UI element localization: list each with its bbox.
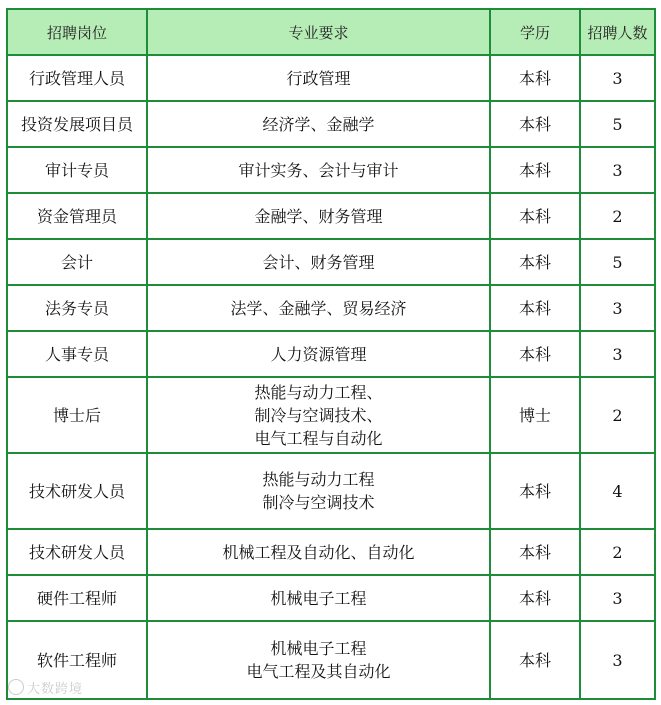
cell-count: 2 [580,377,655,453]
cell-position: 会计 [7,239,147,285]
cell-education: 本科 [490,101,580,147]
major-line: 审计实务、会计与审计 [238,160,399,180]
table-row [7,147,655,193]
cell-education: 本科 [490,239,580,285]
cell-count: 3 [580,621,655,699]
cell-position: 人事专员 [7,331,147,377]
cell-education: 本科 [490,529,580,575]
cell-position: 投资发展项目员 [7,101,147,147]
cell-position: 行政管理人员 [7,55,147,101]
cell-education: 博士 [490,377,580,453]
header-row [7,9,655,55]
major-line: 机械工程及自动化、自动化 [222,542,415,562]
cell-count: 3 [580,575,655,621]
table-row [7,621,655,699]
cell-count: 5 [580,239,655,285]
table-row [7,55,655,101]
major-line: 电气工程与自动化 [254,428,383,448]
watermark-logo-icon [8,679,24,695]
cell-position: 审计专员 [7,147,147,193]
cell-count: 3 [580,55,655,101]
major-line: 热能与动力工程、 [254,382,383,402]
cell-major [147,101,490,147]
table-row [7,377,655,453]
cell-count: 2 [580,193,655,239]
major-line: 法学、金融学、贸易经济 [230,298,407,318]
major-line: 机械电子工程 [270,639,367,658]
cell-education: 本科 [490,285,580,331]
cell-position: 硬件工程师 [7,575,147,621]
header-position: 招聘岗位 [7,9,147,55]
cell-count: 3 [580,147,655,193]
cell-education: 本科 [490,575,580,621]
table-row [7,575,655,621]
watermark [8,678,83,697]
header-education: 学历 [490,9,580,55]
cell-major [147,55,490,101]
cell-major [147,621,490,699]
watermark-text: 大数跨境 [27,682,84,697]
cell-major [147,377,490,453]
cell-major [147,239,490,285]
cell-count: 4 [580,453,655,529]
cell-major [147,331,490,377]
table-row [7,193,655,239]
major-line: 制冷与空调技术 [262,493,375,512]
table-row [7,101,655,147]
cell-count: 3 [580,285,655,331]
table-row [7,331,655,377]
cell-major [147,529,490,575]
cell-major [147,147,490,193]
cell-position: 法务专员 [7,285,147,331]
major-line: 电气工程及其自动化 [246,662,391,681]
major-line: 会计、财务管理 [262,252,375,272]
table-row [7,239,655,285]
major-line: 人力资源管理 [270,344,367,364]
header-major: 专业要求 [147,9,490,55]
cell-education: 本科 [490,147,580,193]
table-row [7,285,655,331]
cell-count: 3 [580,331,655,377]
table-row [7,529,655,575]
cell-position: 技术研发人员 [7,453,147,529]
recruitment-table [6,8,656,700]
cell-major [147,575,490,621]
cell-position: 博士后 [7,377,147,453]
cell-education: 本科 [490,331,580,377]
cell-education: 本科 [490,453,580,529]
major-line: 金融学、财务管理 [254,206,383,226]
major-line: 经济学、金融学 [262,114,375,134]
cell-position: 技术研发人员 [7,529,147,575]
cell-education: 本科 [490,193,580,239]
cell-major [147,453,490,529]
table-row [7,453,655,529]
cell-education: 本科 [490,621,580,699]
major-line: 制冷与空调技术、 [254,405,383,425]
cell-position: 软件工程师 [7,621,147,699]
cell-education: 本科 [490,55,580,101]
header-count: 招聘人数 [580,9,655,55]
table-body [7,55,655,699]
cell-count: 5 [580,101,655,147]
cell-major [147,193,490,239]
cell-major [147,285,490,331]
major-line: 机械电子工程 [270,588,367,608]
cell-position: 资金管理员 [7,193,147,239]
cell-count: 2 [580,529,655,575]
major-line: 热能与动力工程 [262,470,375,489]
major-line: 行政管理 [286,68,351,88]
